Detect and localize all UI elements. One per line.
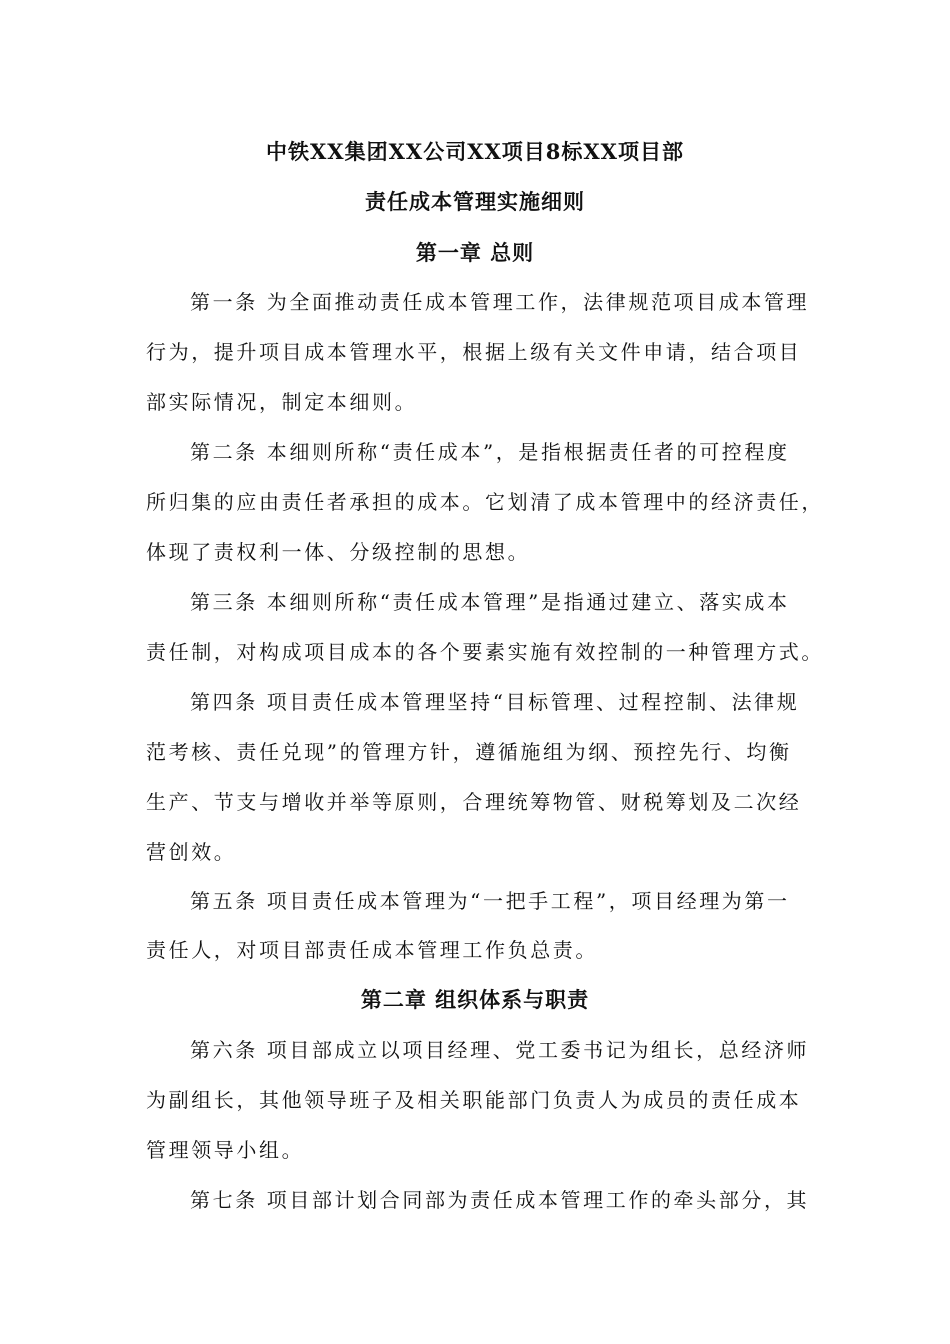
article-4-line-2: 范考核、责任兑现”的管理方针，遵循施组为纲、预控先行、均衡 [146, 740, 792, 764]
article-3-line-1: 第三条 本细则所称“责任成本管理”是指通过建立、落实成本 [190, 590, 790, 614]
article-1-line-2: 行为，提升项目成本管理水平，根据上级有关文件申请，结合项目 [146, 340, 802, 364]
article-4-line-4: 营创效。 [146, 840, 237, 864]
article-4-line-1: 第四条 项目责任成本管理坚持“目标管理、过程控制、法律规 [190, 690, 800, 714]
article-6-line-1: 第六条 项目部成立以项目经理、党工委书记为组长，总经济师 [190, 1038, 810, 1062]
article-5-line-1: 第五条 项目责任成本管理为“一把手工程”，项目经理为第一 [190, 889, 790, 913]
article-3-line-2: 责任制，对构成项目成本的各个要素实施有效控制的一种管理方式。 [146, 640, 824, 664]
article-1-line-3: 部实际情况，制定本细则。 [146, 390, 418, 414]
document-title-line-1: 中铁XX集团XX公司XX项目8标XX项目部 [266, 139, 684, 164]
article-6-line-2: 为副组长，其他领导班子及相关职能部门负责人为成员的责任成本 [146, 1088, 802, 1112]
article-4-line-3: 生产、节支与增收并举等原则，合理统筹物管、财税筹划及二次经 [146, 790, 802, 814]
chapter-1-heading: 第一章 总则 [415, 240, 535, 265]
article-2-line-1: 第二条 本细则所称“责任成本”，是指根据责任者的可控程度 [190, 440, 790, 464]
article-5-line-2: 责任人，对项目部责任成本管理工作负总责。 [146, 938, 598, 962]
article-2-line-3: 体现了责权利一体、分级控制的思想。 [146, 540, 531, 564]
article-6-line-3: 管理领导小组。 [146, 1138, 305, 1162]
article-2-line-2: 所归集的应由责任者承担的成本。它划清了成本管理中的经济责任， [146, 490, 824, 514]
article-7-line-1: 第七条 项目部计划合同部为责任成本管理工作的牵头部分，其 [190, 1188, 810, 1212]
chapter-2-heading: 第二章 组织体系与职责 [360, 987, 590, 1012]
article-1-line-1: 第一条 为全面推动责任成本管理工作，法律规范项目成本管理 [190, 290, 810, 314]
document-title-line-2: 责任成本管理实施细则 [365, 189, 585, 214]
